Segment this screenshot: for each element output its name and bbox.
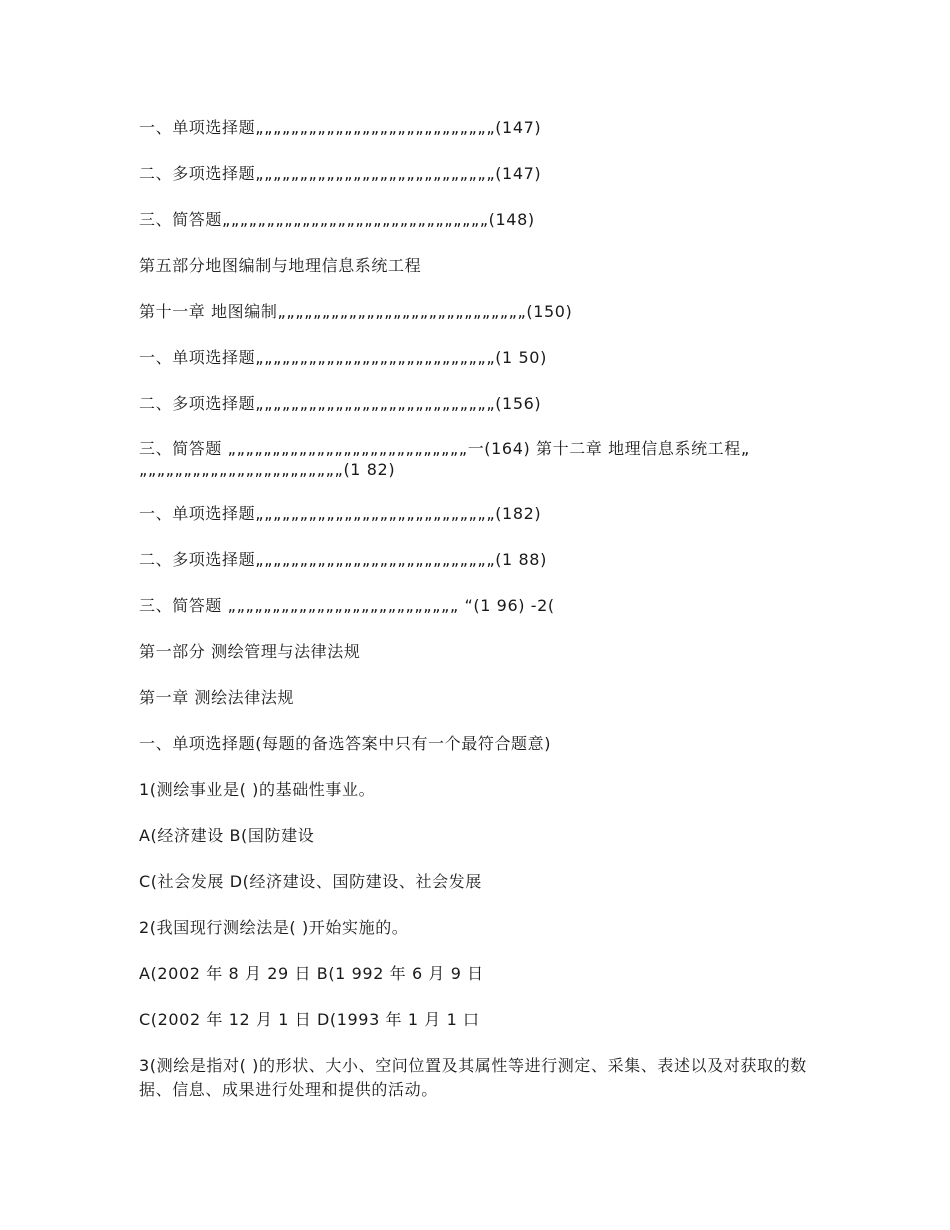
toc-line-7: 二、多项选择题„„„„„„„„„„„„„„„„„„„„„„„„„„„(156) bbox=[139, 394, 542, 413]
toc-line-1: 一、单项选择题„„„„„„„„„„„„„„„„„„„„„„„„„„„(147) bbox=[139, 118, 542, 137]
part-heading-1: 第一部分 测绘管理与法律法规 bbox=[139, 642, 361, 661]
toc-line-10: 二、多项选择题„„„„„„„„„„„„„„„„„„„„„„„„„„„(1 88) bbox=[139, 550, 547, 569]
toc-line-11: 三、简答题 „„„„„„„„„„„„„„„„„„„„„„„„„„ “(1 96) -2( bbox=[139, 596, 555, 615]
question-3: 3(测绘是指对( )的形状、大小、空问位置及其属性等进行测定、采集、表述以及对获取的数据、信息、成果进行处理和提供的活动。 bbox=[139, 1056, 807, 1099]
toc-line-6: 一、单项选择题„„„„„„„„„„„„„„„„„„„„„„„„„„„(1 50) bbox=[139, 348, 547, 367]
chapter-heading-1: 第一章 测绘法律法规 bbox=[139, 688, 295, 707]
question-2-options-cd: C(2002 年 12 月 1 日 D(1993 年 1 月 1 口 bbox=[139, 1010, 480, 1029]
part-heading-5: 第五部分地图编制与地理信息系统工程 bbox=[139, 256, 422, 275]
document-page bbox=[139, 116, 819, 1124]
section-heading: 一、单项选择题(每题的备选答案中只有一个最符合题意) bbox=[139, 734, 552, 753]
toc-line-2: 二、多项选择题„„„„„„„„„„„„„„„„„„„„„„„„„„„(147) bbox=[139, 164, 542, 183]
toc-chapter-11: 第十一章 地图编制„„„„„„„„„„„„„„„„„„„„„„„„„„„„(150) bbox=[139, 302, 573, 321]
toc-line-3: 三、简答题„„„„„„„„„„„„„„„„„„„„„„„„„„„„„„(148) bbox=[139, 210, 535, 229]
question-1: 1(测绘事业是( )的基础性事业。 bbox=[139, 780, 376, 799]
question-1-options-cd: C(社会发展 D(经济建设、国防建设、社会发展 bbox=[139, 872, 482, 891]
question-1-options-ab: A(经济建设 B(国防建设 bbox=[139, 826, 315, 845]
toc-line-8-chapter-12: 三、简答题 „„„„„„„„„„„„„„„„„„„„„„„„„„„一(164) 第十二章 地理信息系统工程„ „„„„„„„„„„„„„„„„„„„„„„„(1 82) bbox=[139, 439, 750, 479]
toc-line-9: 一、单项选择题„„„„„„„„„„„„„„„„„„„„„„„„„„„(182) bbox=[139, 504, 542, 523]
question-2: 2(我国现行测绘法是( )开始实施的。 bbox=[139, 918, 409, 937]
question-2-options-ab: A(2002 年 8 月 29 日 B(1 992 年 6 月 9 日 bbox=[139, 964, 484, 983]
